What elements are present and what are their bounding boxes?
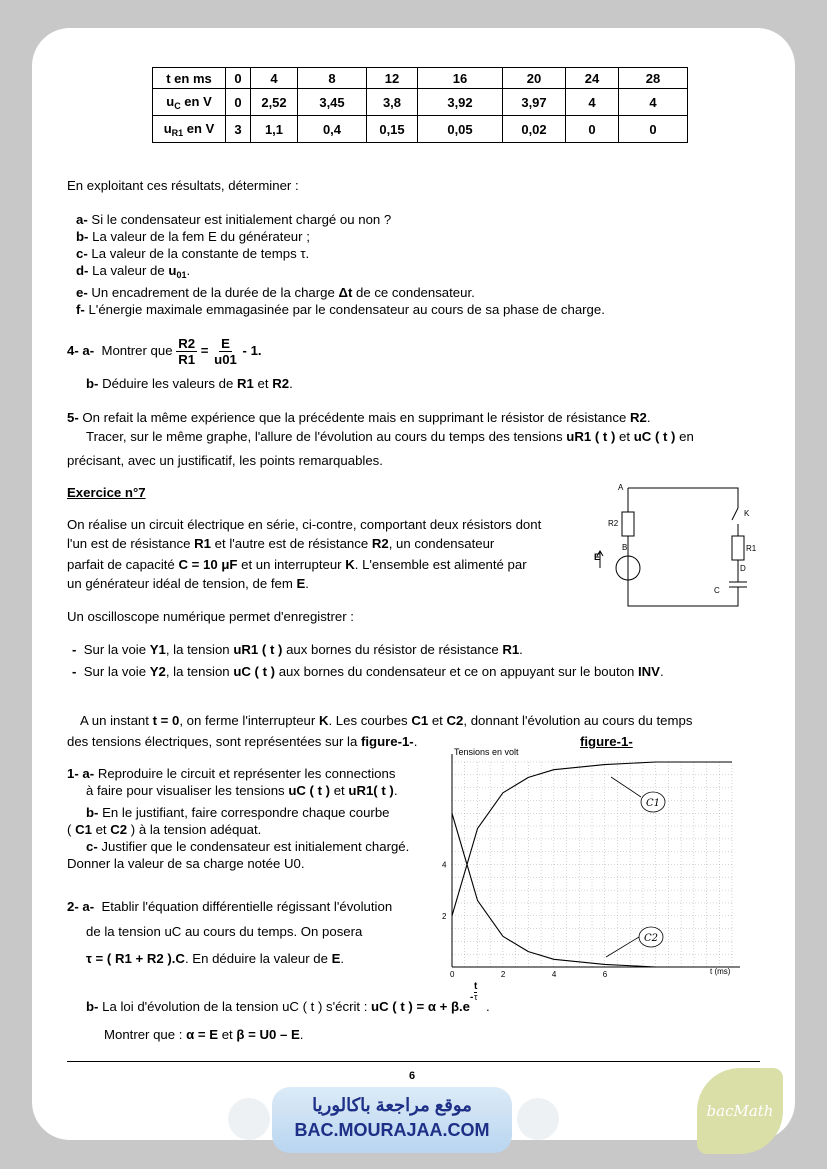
label-b: B (622, 543, 628, 552)
x-axis-label: t (ms) (710, 967, 731, 976)
table-cell: 3,92 (418, 89, 503, 116)
question-4a: 4- a- Montrer que $\frac{R2}{R1}$ = $\frac{E}{u01}$ - 1. (67, 336, 262, 368)
capacitor (729, 582, 747, 587)
figure-label: figure-1- (580, 734, 633, 749)
table-cell: $u_{R1}$ en V (153, 116, 226, 143)
label-c: C (714, 586, 720, 595)
question-2a-line2: de la tension uC au cours du temps. On posera (86, 924, 363, 939)
table-cell: 0 (619, 116, 688, 143)
label-e: E (594, 552, 601, 562)
question-1a-line1: 1- a- Reproduire le circuit et représenter les connections (67, 766, 396, 781)
chart-ticks (442, 861, 608, 980)
switch-k (732, 508, 738, 520)
ex7-paragraph-2: Un oscilloscope numérique permet d'enregistrer : (67, 609, 354, 624)
table-cell: 24 (566, 68, 619, 89)
ex7-paragraph-line3: parfait de capacité C = 10 μF et un interrupteur K. L'ensemble est alimenté par (67, 557, 527, 572)
table-row-time (153, 68, 688, 89)
banner-arabic: موقع مراجعة باكالوريا (312, 1095, 472, 1115)
table-cell: 0,05 (418, 116, 503, 143)
resistor-r1 (732, 536, 744, 560)
site-logo-icon (228, 1098, 270, 1140)
question-2a-line3: τ = ( R1 + R2 ).C. En déduire la valeur de E. (86, 951, 345, 966)
ex7-paragraph-3-line2: des tensions électriques, sont représentées sur la figure-1-. (67, 734, 418, 749)
table-cell: 3 (226, 116, 251, 143)
table-cell: 12 (367, 68, 418, 89)
circuit-diagram (592, 478, 764, 610)
label-r2: R2 (608, 519, 619, 528)
x-tick-label: 4 (551, 970, 557, 979)
table-cell: 0,4 (298, 116, 367, 143)
table-cell: 28 (619, 68, 688, 89)
question-4b: b- Déduire les valeurs de R1 et R2. (86, 376, 293, 391)
site-banner[interactable] (272, 1087, 512, 1153)
ex7-paragraph-line2: l'un est de résistance R1 et l'autre est de résistance R2, un condensateur (67, 536, 495, 551)
table-cell: 8 (298, 68, 367, 89)
y-tick-label: 4 (442, 860, 447, 870)
exercise-title: Exercice n°7 (67, 485, 146, 500)
table-cell: 3,97 (503, 89, 566, 116)
chart-axes (452, 754, 740, 967)
x-tick-label: 6 (602, 970, 608, 979)
x-tick-label: 0 (450, 970, 455, 979)
footer-divider (67, 1061, 760, 1062)
table-cell: 3,8 (367, 89, 418, 116)
y-axis-label: Tensions en volt (454, 747, 519, 757)
label-r1: R1 (746, 544, 757, 553)
ex7-paragraph-3-line1: A un instant t = 0, on ferme l'interrupteur K. Les courbes C1 et C2, donnant l'évolution au cours du temps (80, 713, 693, 728)
table-cell: 4 (566, 89, 619, 116)
x-tick-label: 2 (500, 970, 506, 979)
c2-pointer (606, 937, 639, 957)
label-d: D (740, 564, 746, 573)
question-a: a- Si le condensateur est initialement chargé ou non ? (76, 212, 392, 227)
table-cell: $u_C$ en V (153, 89, 226, 116)
wire (628, 580, 738, 606)
question-c: c- La valeur de la constante de temps τ. (76, 246, 310, 261)
question-1a-line2: à faire pour visualiser les tensions uC ( t ) et uR1( t ). (86, 783, 398, 798)
table-cell: 4 (619, 89, 688, 116)
table-cell: 0 (226, 68, 251, 89)
curve-labels (606, 777, 665, 957)
question-f: f- L'énergie maximale emmagasinée par le condensateur au cours de sa phase de charge. (76, 302, 605, 317)
table-cell: 0,15 (367, 116, 418, 143)
site-logo-icon (517, 1098, 559, 1140)
question-b: b- La valeur de la fem E du générateur ; (76, 229, 310, 244)
question-1b-line1: b- En le justifiant, faire correspondre chaque courbe (86, 805, 390, 820)
question-2b-line1: b- La loi d'évolution de la tension uC ( t ) s'écrit : uC ( t ) = α + β.e - t τ . (86, 981, 490, 1014)
question-1c-line2: Donner la valeur de sa charge notée U0. (67, 856, 305, 871)
ex7-paragraph-line4: un générateur idéal de tension, de fem E. (67, 576, 309, 591)
table-cell: 4 (251, 68, 298, 89)
table-cell: 0 (226, 89, 251, 116)
ex7-bullet-y2: - Sur la voie Y2, la tension uC ( t ) aux bornes du condensateur et ce on appuyant sur le bouton INV. (72, 664, 664, 679)
c1-pointer (611, 777, 641, 797)
label-k: K (744, 509, 750, 518)
y-tick-label: 2 (442, 911, 447, 921)
chart-grid (452, 762, 732, 967)
table-row-uc (153, 89, 688, 116)
question-1b-line2: ( C1 et C2 ) à la tension adéquat. (67, 822, 262, 837)
table-cell: 20 (503, 68, 566, 89)
banner-url[interactable]: BAC.MOURAJAA.COM (294, 1120, 490, 1140)
table-row-ur1 (153, 116, 688, 143)
table-cell: 2,52 (251, 89, 298, 116)
page-number: 6 (409, 1070, 416, 1082)
bacmath-logo: bacMath (697, 1068, 783, 1154)
question-5-line3: précisant, avec un justificatif, les points remarquables. (67, 453, 383, 468)
table-cell: t en ms (153, 68, 226, 89)
table-cell: 16 (418, 68, 503, 89)
wire (628, 488, 738, 508)
ex7-bullet-y1: - Sur la voie Y1, la tension uR1 ( t ) aux bornes du résistor de résistance R1. (72, 642, 523, 657)
table-cell: 0,02 (503, 116, 566, 143)
intro-text: En exploitant ces résultats, déterminer : (67, 178, 299, 193)
question-e: e- Un encadrement de la durée de la charge Δt de ce condensateur. (76, 285, 475, 300)
table-cell: 0 (566, 116, 619, 143)
table-cell: 3,45 (298, 89, 367, 116)
question-5-line1: 5- On refait la même expérience que la précédente mais en supprimant le résistor de résistance R2. (67, 410, 651, 425)
ex7-paragraph-line1: On réalise un circuit électrique en série, ci-contre, comportant deux résistors dont (67, 517, 542, 532)
question-5-line2: Tracer, sur le même graphe, l'allure de l'évolution au cours du temps des tensions uR1 ( t ) et uC ( t ) en (86, 429, 694, 444)
question-2b-line2: Montrer que : α = E et β = U0 – E. (104, 1027, 304, 1042)
question-d: d- La valeur de $u_{01}$. (76, 263, 191, 280)
curve-label-c2: C2 (644, 933, 659, 944)
table-cell: 1,1 (251, 116, 298, 143)
resistor-r2 (622, 512, 634, 536)
question-1c-line1: c- Justifier que le condensateur est initialement chargé. (86, 839, 410, 854)
label-a: A (618, 483, 624, 492)
figure-1-chart (436, 745, 756, 980)
curve-label-c1: C1 (646, 798, 661, 809)
data-table (152, 67, 688, 143)
question-2a-line1: 2- a- Etablir l'équation différentielle régissant l'évolution (67, 899, 393, 914)
